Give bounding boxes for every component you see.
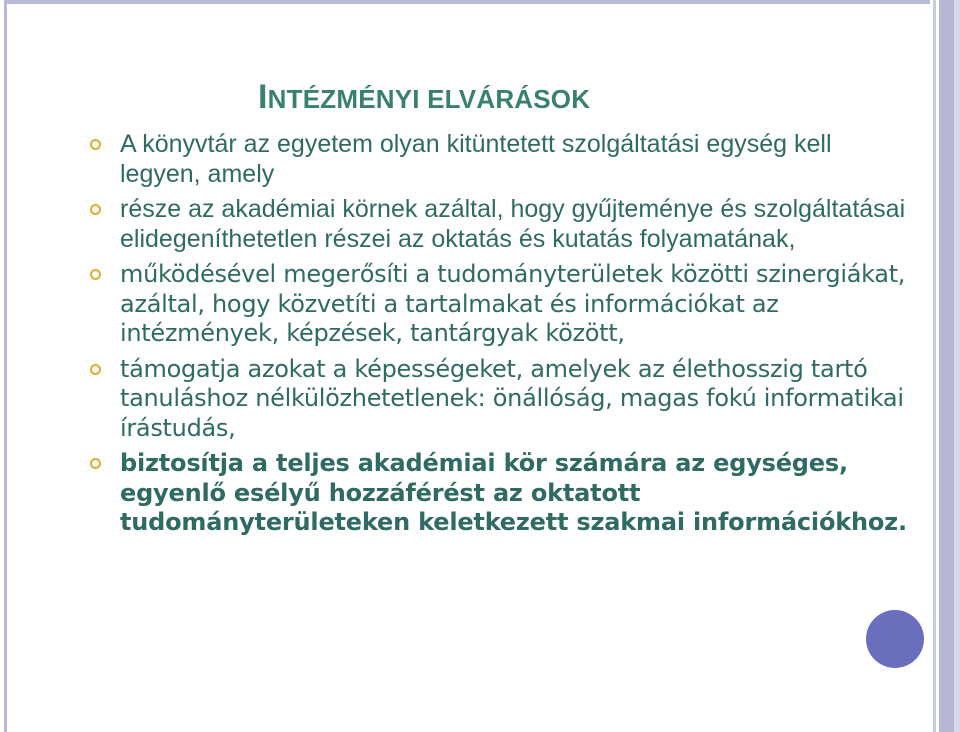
ring-bullet-icon <box>90 269 101 280</box>
bullet-text: A könyvtár az egyetem olyan kitüntetett szolgáltatási egység kell legyen, amely <box>120 130 832 188</box>
slide-title <box>258 78 590 117</box>
ring-bullet-icon <box>90 364 101 375</box>
title-initial: I <box>258 78 268 116</box>
bullet-item <box>90 130 910 189</box>
slide-frame-left <box>4 0 7 732</box>
bullet-text: biztosítja a teljes akadémiai kör számára az egységes, egyenlő esélyű hozzáférést az oktatott tudományterületeken keletkezett szakmai információkhoz. <box>120 449 907 536</box>
bullet-text: működésével megerősíti a tudományterületek közötti szinergiákat, azáltal, hogy közvetíti a tartalmakat és információkat az intézmények, képzések, tantárgyak között, <box>120 260 906 347</box>
slide-frame-top <box>6 0 930 4</box>
ring-bullet-icon <box>90 458 101 469</box>
title-rest: NTÉZMÉNYI ELVÁRÁSOK <box>267 84 591 114</box>
slide-decor-right-band <box>930 0 960 732</box>
decorative-circle <box>866 610 924 668</box>
bullet-text: része az akadémiai körnek azáltal, hogy gyűjteménye és szolgáltatásai elidegeníthetetlen részei az oktatás és kutatás folyamatának, <box>120 195 906 253</box>
ring-bullet-icon <box>90 139 101 150</box>
bullet-list <box>90 130 910 544</box>
bullet-item <box>90 355 910 444</box>
bullet-item <box>90 195 910 254</box>
bullet-item <box>90 260 910 349</box>
bullet-item <box>90 449 910 538</box>
ring-bullet-icon <box>90 204 101 215</box>
bullet-text: támogatja azokat a képességeket, amelyek az élethosszig tartó tanuláshoz nélkülözhetetlenek: önállóság, magas fokú informatikai írástudás, <box>120 354 904 442</box>
